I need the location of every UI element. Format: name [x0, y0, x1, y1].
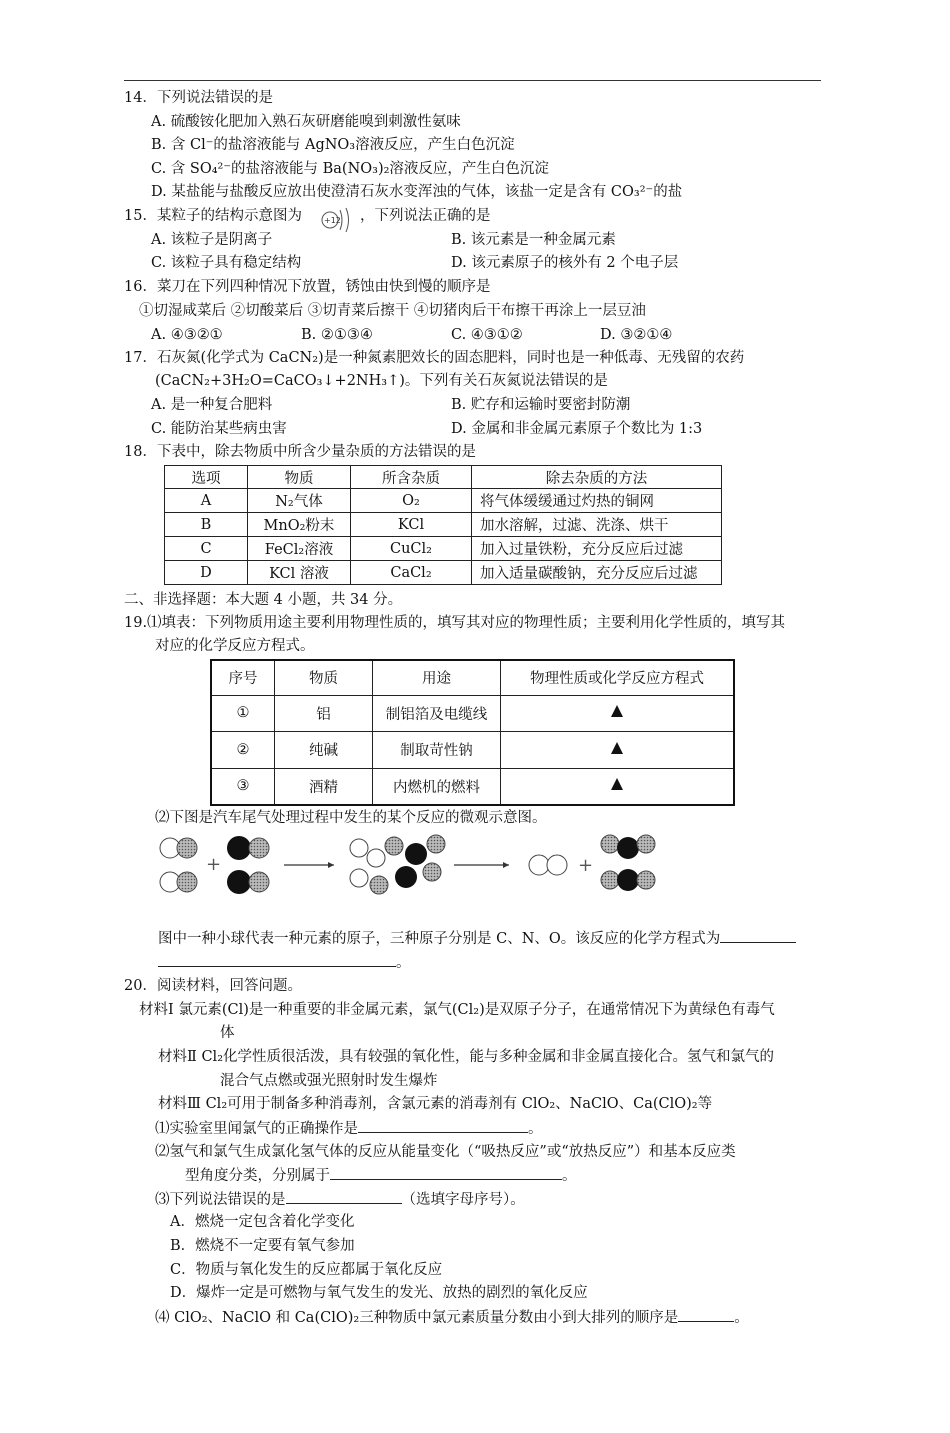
q14-option-a: A. 硫酸铵化肥加入熟石灰研磨能嗅到刺激性氨味 [151, 114, 461, 130]
period: 。 [528, 1121, 543, 1137]
table-header-cell: 选项 [165, 466, 248, 489]
table-cell: MnO₂粉末 [248, 513, 351, 537]
q17-option-d: D. 金属和非金属元素原子个数比为 1:3 [451, 421, 703, 437]
table-header-cell: 物理性质或化学反应方程式 [501, 660, 735, 695]
table-cell: ① [211, 695, 275, 731]
q16-option-c: C. ④③①② [451, 327, 523, 343]
q15-option-b: B. 该元素是一种金属元素 [451, 232, 616, 248]
table-row [211, 731, 734, 768]
table-cell: 加水溶解，过滤、洗涤、烘干 [472, 513, 722, 537]
answer-blank[interactable] [720, 928, 796, 943]
separated-atoms [350, 835, 445, 894]
q20-part1 [155, 1118, 543, 1139]
answer-cell[interactable] [501, 695, 735, 731]
q20-part2b-text: 型角度分类，分别属于 [185, 1168, 330, 1184]
q20-part3 [155, 1189, 525, 1210]
table-cell: ② [211, 731, 275, 768]
q15-option-c: C. 该粒子具有稳定结构 [151, 255, 302, 271]
q19-caption [158, 928, 796, 949]
q14-stem: 14．下列说法错误的是 [124, 90, 273, 106]
table-row [165, 561, 722, 585]
q20-part4 [155, 1307, 749, 1328]
atom-nucleus-label: +12 [324, 216, 341, 225]
table-cell: 制铝箔及电缆线 [373, 695, 501, 731]
q19-caption-text: 图中一种小球代表一种元素的原子，三种原子分别是 C、N、O。该反应的化学方程式为 [158, 931, 721, 947]
table-cell: 加入过量铁粉，充分反应后过滤 [472, 537, 722, 561]
q20-part3-option-b: B．燃烧不一定要有氧气参加 [170, 1238, 355, 1254]
table-row [165, 537, 722, 561]
table-cell: KCl 溶液 [248, 561, 351, 585]
q15-option-a: A. 该粒子是阴离子 [151, 232, 273, 248]
table-cell: FeCl₂溶液 [248, 537, 351, 561]
q15-stem-b: ，下列说法正确的是 [360, 208, 491, 224]
q18-stem: 18．下表中，除去物质中所含少量杂质的方法错误的是 [124, 444, 476, 460]
q20-part3-hint: （选填字母序号）。 [401, 1192, 525, 1208]
period: 。 [734, 1310, 749, 1326]
table-cell: 将气体缓缓通过灼热的铜网 [472, 489, 722, 513]
molecule-reactant-b [227, 836, 269, 894]
q17-line1: 17．石灰氮(化学式为 CaCN₂)是一种氮素肥效长的固态肥料，同时也是一种低毒、无残留的农药 [124, 350, 745, 366]
q15-option-d: D. 该元素原子的核外有 2 个电子层 [451, 255, 679, 271]
table-cell: KCl [351, 513, 472, 537]
q16-option-b: B. ②①③④ [301, 327, 373, 343]
q20-material-2b: 混合气点燃或强光照射时发生爆炸 [220, 1073, 438, 1089]
table-cell: 内燃机的燃料 [373, 768, 501, 805]
table-header-cell: 除去杂质的方法 [472, 466, 722, 489]
molecule-product-n2 [529, 855, 567, 875]
q20-part1-text: ⑴实验室里闻氯气的正确操作是 [155, 1121, 358, 1137]
table-header-row [165, 466, 722, 489]
q20-stem: 20．阅读材料，回答问题。 [124, 978, 302, 994]
q14-option-c: C. 含 SO₄²⁻的盐溶液能与 Ba(NO₃)₂溶液反应，产生白色沉淀 [151, 161, 549, 177]
table-cell: CaCl₂ [351, 561, 472, 585]
plus-sign: + [578, 855, 594, 876]
table-cell: B [165, 513, 248, 537]
table-cell: C [165, 537, 248, 561]
q20-material-1a: 材料Ⅰ 氯元素(Cl)是一种重要的非金属元素，氯气(Cl₂)是双原子分子，在通常情况下为黄绿色有毒气 [139, 1002, 775, 1018]
q17-line2: (CaCN₂+3H₂O=CaCO₃↓+2NH₃↑)。下列有关石灰氮说法错误的是 [155, 373, 608, 389]
answer-blank[interactable] [330, 1165, 562, 1180]
table-header-cell: 用途 [373, 660, 501, 695]
table-cell: 铝 [275, 695, 373, 731]
q19-part2: ⑵下图是汽车尾气处理过程中发生的某个反应的微观示意图。 [155, 810, 547, 826]
q20-part2a: ⑵氢气和氯气生成氯化氢气体的反应从能量变化（“吸热反应”或“放热反应”）和基本反应类 [155, 1144, 736, 1160]
q20-part3-option-d: D．爆炸一定是可燃物与氧气发生的发光、放热的剧烈的氧化反应 [170, 1285, 588, 1301]
q15-stem-a: 15．某粒子的结构示意图为 [124, 208, 302, 224]
period: 。 [396, 955, 411, 971]
q18-table [164, 465, 722, 585]
q17-option-c: C. 能防治某些病虫害 [151, 421, 287, 437]
q16-option-d: D. ③②①④ [600, 327, 673, 343]
table-row [211, 768, 734, 805]
triangle-icon [611, 778, 623, 790]
triangle-icon [611, 742, 623, 754]
molecule-product-co2 [601, 835, 655, 891]
q17-option-b: B. 贮存和运输时要密封防潮 [451, 397, 631, 413]
section-2-heading: 二、非选择题：本大题 4 小题，共 34 分。 [124, 592, 403, 608]
q14-option-d: D. 某盐能与盐酸反应放出使澄清石灰水变浑浊的气体，该盐一定是含有 CO₃²⁻的盐 [151, 184, 683, 200]
atom-structure-diagram [318, 204, 360, 232]
table-cell: 酒精 [275, 768, 373, 805]
table-header-cell: 物质 [275, 660, 373, 695]
triangle-icon [611, 705, 623, 717]
q17-option-a: A. 是一种复合肥料 [151, 397, 273, 413]
answer-cell[interactable] [501, 731, 735, 768]
q20-part3-option-c: C．物质与氧化发生的反应都属于氧化反应 [170, 1262, 443, 1278]
q20-material-3: 材料Ⅲ Cl₂可用于制备多种消毒剂，含氯元素的消毒剂有 ClO₂、NaClO、Ca(ClO)₂等 [158, 1096, 713, 1112]
q14-option-b: B. 含 Cl⁻的盐溶液能与 AgNO₃溶液反应，产生白色沉淀 [151, 137, 515, 153]
q16-stem: 16．菜刀在下列四种情况下放置，锈蚀由快到慢的顺序是 [124, 279, 491, 295]
answer-blank[interactable] [678, 1307, 734, 1322]
table-cell: O₂ [351, 489, 472, 513]
q19-line2: 对应的化学反应方程式。 [155, 638, 315, 654]
molecule-reactant-a [160, 838, 197, 892]
table-cell: D [165, 561, 248, 585]
q20-part3-option-a: A．燃烧一定包含着化学变化 [170, 1214, 355, 1230]
table-header-cell: 所含杂质 [351, 466, 472, 489]
q19-caption-cont [158, 952, 411, 973]
table-row [165, 513, 722, 537]
table-cell: 加入适量碳酸钠，充分反应后过滤 [472, 561, 722, 585]
q20-material-2a: 材料Ⅱ Cl₂化学性质很活泼，具有较强的氧化性，能与多种金属和非金属直接化合。氢气和氯气的 [158, 1049, 775, 1065]
reaction-microscopic-diagram [154, 830, 664, 900]
table-cell: 纯碱 [275, 731, 373, 768]
table-cell: N₂气体 [248, 489, 351, 513]
q19-line1: 19.⑴填表：下列物质用途主要利用物理性质的，填写其对应的物理性质；主要利用化学性质的，填写其 [124, 615, 786, 631]
top-rule [124, 80, 821, 81]
table-row [211, 695, 734, 731]
answer-cell[interactable] [501, 768, 735, 805]
table-cell: CuCl₂ [351, 537, 472, 561]
q20-part2b [185, 1165, 577, 1186]
q16-option-a: A. ④③②① [151, 327, 223, 343]
table-header-cell: 物质 [248, 466, 351, 489]
q19-table [210, 659, 735, 806]
q20-part3-text: ⑶下列说法错误的是 [155, 1192, 286, 1208]
table-cell: 制取苛性钠 [373, 731, 501, 768]
period: 。 [562, 1168, 577, 1184]
plus-sign: + [206, 854, 222, 875]
q20-material-1b: 体 [220, 1025, 235, 1041]
table-cell: A [165, 489, 248, 513]
table-header-row [211, 660, 734, 695]
table-header-cell: 序号 [211, 660, 275, 695]
q16-cases: ①切湿咸菜后 ②切酸菜后 ③切青菜后擦干 ④切猪肉后干布擦干再涂上一层豆油 [139, 303, 646, 319]
table-row [165, 489, 722, 513]
table-cell: ③ [211, 768, 275, 805]
answer-blank[interactable] [158, 952, 396, 967]
answer-blank[interactable] [358, 1118, 528, 1133]
q20-part4-text: ⑷ ClO₂、NaClO 和 Ca(ClO)₂三种物质中氯元素质量分数由小到大排列的顺序是 [155, 1310, 679, 1326]
answer-blank[interactable] [286, 1189, 402, 1204]
